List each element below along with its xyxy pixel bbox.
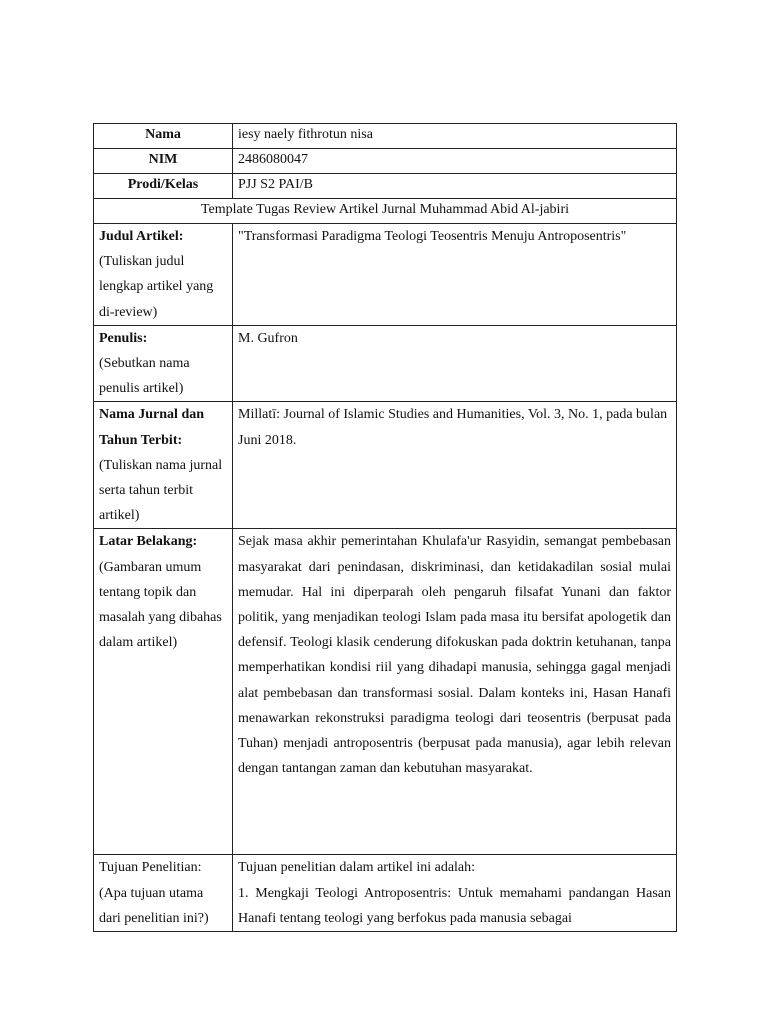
template-title-row xyxy=(94,199,677,224)
latar-label: Latar Belakang: xyxy=(99,534,198,550)
tujuan-value-cell xyxy=(233,855,677,932)
penulis-label: Penulis: xyxy=(99,330,148,346)
penulis-row xyxy=(94,325,677,402)
name-label: Nama xyxy=(94,124,233,149)
name-value: iesy naely fithrotun nisa xyxy=(233,124,677,149)
latar-label-cell xyxy=(94,529,233,855)
prodi-label: Prodi/Kelas xyxy=(94,174,233,199)
tujuan-item-1: 1. Mengkaji Teologi Antroposentris: Untuk memahami pandangan Hasan Hanafi tentang teologi yang berfokus pada manusia sebagai xyxy=(238,885,671,926)
jurnal-label: Nama Jurnal dan Tahun Terbit: xyxy=(99,407,205,448)
tujuan-label: Tujuan Penelitian: xyxy=(99,860,202,876)
nim-row xyxy=(94,149,677,174)
latar-hint: (Gambaran umum tentang topik dan masalah yang dibahas dalam artikel) xyxy=(99,559,222,651)
jurnal-value: Millatī: Journal of Islamic Studies and Humanities, Vol. 3, No. 1, pada bulan Juni 2018. xyxy=(233,402,677,529)
nim-value: 2486080047 xyxy=(233,149,677,174)
jurnal-hint: (Tuliskan nama jurnal serta tahun terbit artikel) xyxy=(99,457,223,524)
latar-row xyxy=(94,529,677,855)
review-table xyxy=(93,123,677,932)
jurnal-label-cell xyxy=(94,402,233,529)
jurnal-row xyxy=(94,402,677,529)
judul-row xyxy=(94,224,677,326)
prodi-row xyxy=(94,174,677,199)
tujuan-label-cell xyxy=(94,855,233,932)
tujuan-row xyxy=(94,855,677,932)
template-title: Template Tugas Review Artikel Jurnal Muhammad Abid Al-jabiri xyxy=(94,199,677,224)
judul-value: "Transformasi Paradigma Teologi Teosentris Menuju Antroposentris" xyxy=(233,224,677,326)
tujuan-intro: Tujuan penelitian dalam artikel ini adalah: xyxy=(238,860,476,876)
judul-label-cell xyxy=(94,224,233,326)
nim-label: NIM xyxy=(94,149,233,174)
penulis-label-cell xyxy=(94,325,233,402)
judul-label: Judul Artikel: xyxy=(99,229,184,244)
name-row xyxy=(94,124,677,149)
penulis-value: M. Gufron xyxy=(233,325,677,402)
tujuan-hint: (Apa tujuan utama dari penelitian ini?) xyxy=(99,885,209,926)
judul-hint: (Tuliskan judul lengkap artikel yang di-review) xyxy=(99,254,214,320)
latar-value: Sejak masa akhir pemerintahan Khulafa'ur Rasyidin, semangat pembebasan masyarakat dari penindasan, diskriminasi, dan ketidakadilan sosial mulai memudar. Hal ini diperparah oleh pengaruh filsafat Yunani dan faktor politik, yang menjadikan teologi Islam pada masa itu bersifat apologetik dan defensif. Teologi klasik cenderung difokuskan pada doktrin ketuhanan, tanpa memperhatikan kondisi riil yang dihadapi manusia, sehingga gagal menjadi alat pembebasan dan transformasi sosial. Dalam konteks ini, Hasan Hanafi menawarkan rekonstruksi paradigma teologi dari teosentris (berpusat pada Tuhan) menjadi antroposentris (berpusat pada manusia), agar lebih relevan dengan tantangan zaman dan kebutuhan masyarakat. xyxy=(233,529,677,855)
penulis-hint: (Sebutkan nama penulis artikel) xyxy=(99,356,190,397)
prodi-value: PJJ S2 PAI/B xyxy=(233,174,677,199)
